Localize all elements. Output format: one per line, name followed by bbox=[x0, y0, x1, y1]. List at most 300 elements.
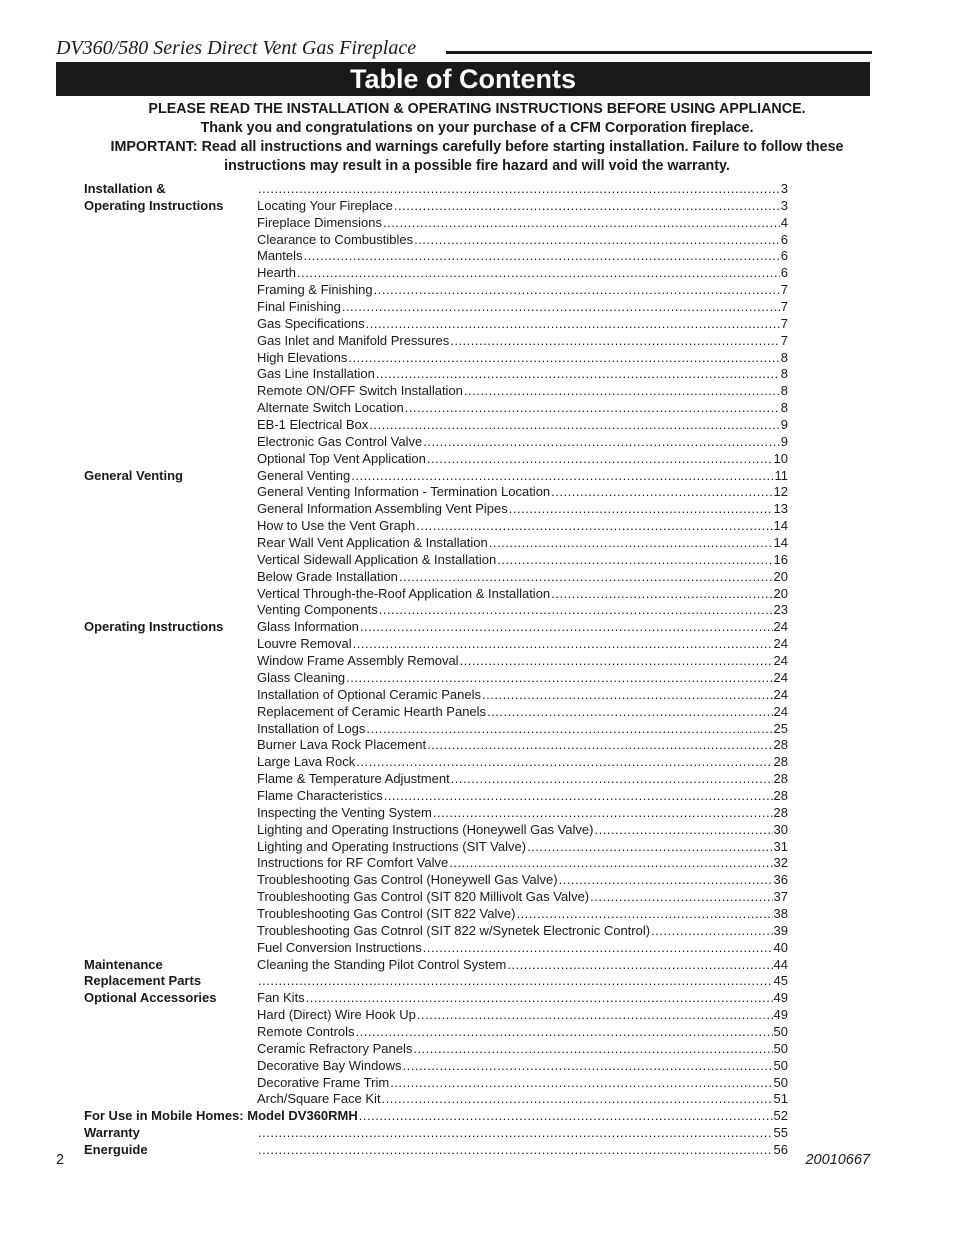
toc-entry[interactable] bbox=[257, 417, 788, 434]
dot-leader bbox=[551, 484, 772, 501]
toc-entry-title: Glass Information bbox=[257, 619, 359, 635]
dot-leader bbox=[258, 1142, 773, 1159]
dot-leader bbox=[413, 1041, 772, 1058]
toc-entry[interactable] bbox=[257, 855, 788, 872]
toc-row bbox=[84, 232, 788, 249]
toc-entry-title: How to Use the Vent Graph bbox=[257, 518, 416, 534]
toc-entry-title: Locating Your Fireplace bbox=[257, 197, 393, 213]
dot-leader bbox=[258, 973, 773, 990]
notice-block bbox=[40, 100, 914, 176]
dot-leader bbox=[384, 788, 773, 805]
toc-row bbox=[84, 282, 788, 299]
toc-entry-page: 28 bbox=[773, 804, 788, 820]
dot-leader bbox=[423, 940, 773, 957]
toc-entry[interactable] bbox=[257, 535, 788, 552]
toc-entry-page: 9 bbox=[780, 417, 788, 433]
toc-row bbox=[84, 451, 788, 468]
toc-row bbox=[84, 619, 788, 636]
toc-row bbox=[84, 299, 788, 316]
toc-entry-page: 24 bbox=[773, 653, 788, 669]
toc-row bbox=[84, 350, 788, 367]
toc-entry-page: 6 bbox=[780, 265, 788, 281]
toc-entry[interactable] bbox=[257, 1142, 788, 1159]
toc-entry-page: 38 bbox=[773, 905, 788, 921]
toc-entry[interactable] bbox=[257, 198, 788, 215]
toc-entry-title: Installation of Optional Ceramic Panels bbox=[257, 686, 482, 702]
dot-leader bbox=[595, 822, 773, 839]
toc-row bbox=[84, 417, 788, 434]
toc-entry[interactable] bbox=[257, 400, 788, 417]
toc-row bbox=[84, 1024, 788, 1041]
toc-entry-page: 6 bbox=[780, 248, 788, 264]
notice-line: instructions may result in a possible fire hazard and will void the warranty. bbox=[224, 158, 730, 174]
toc-row bbox=[84, 855, 788, 872]
toc-entry[interactable] bbox=[257, 518, 788, 535]
toc-entry-page: 8 bbox=[780, 383, 788, 399]
toc-entry-page: 56 bbox=[773, 1141, 788, 1157]
toc-row bbox=[84, 990, 788, 1007]
toc-row bbox=[84, 468, 788, 485]
dot-leader bbox=[403, 1058, 773, 1075]
toc-entry[interactable] bbox=[257, 957, 788, 974]
toc-entry-title: Large Lava Rock bbox=[257, 754, 356, 770]
toc-entry[interactable] bbox=[257, 215, 788, 232]
toc-row bbox=[84, 265, 788, 282]
toc-list bbox=[84, 181, 788, 1159]
toc-entry-title: Replacement of Ceramic Hearth Panels bbox=[257, 703, 487, 719]
toc-entry-title: Troubleshooting Gas Control (SIT 822 Valve) bbox=[257, 905, 516, 921]
toc-row bbox=[84, 484, 788, 501]
toc-entry-title: Ceramic Refractory Panels bbox=[257, 1040, 413, 1056]
toc-entry[interactable] bbox=[257, 316, 788, 333]
toc-entry-title: Remote Controls bbox=[257, 1023, 355, 1039]
page-number: 2 bbox=[56, 1152, 65, 1168]
toc-entry-page: 16 bbox=[773, 551, 788, 567]
toc-entry-title: General Information Assembling Vent Pipes bbox=[257, 501, 508, 517]
toc-entry[interactable] bbox=[257, 1041, 788, 1058]
toc-entry[interactable] bbox=[257, 333, 788, 350]
toc-entry-title: High Elevations bbox=[257, 349, 348, 365]
notice-line: PLEASE READ THE INSTALLATION & OPERATING INSTRUCTIONS BEFORE USING APPLIANCE. bbox=[148, 101, 806, 117]
toc-entry[interactable] bbox=[257, 822, 788, 839]
toc-row bbox=[84, 1041, 788, 1058]
toc-entry-title: Burner Lava Rock Placement bbox=[257, 737, 427, 753]
toc-entry-page: 50 bbox=[773, 1057, 788, 1073]
toc-entry-page: 10 bbox=[773, 450, 788, 466]
toc-entry-title: EB-1 Electrical Box bbox=[257, 417, 369, 433]
toc-entry-title: Fuel Conversion Instructions bbox=[257, 939, 422, 955]
toc-entry[interactable] bbox=[257, 653, 788, 670]
toc-entry-title: Inspecting the Venting System bbox=[257, 804, 432, 820]
dot-leader bbox=[509, 501, 773, 518]
toc-section-label: Energuide bbox=[84, 1141, 148, 1157]
toc-entry[interactable] bbox=[257, 839, 788, 856]
toc-entry-page: 13 bbox=[773, 501, 788, 517]
toc-entry-page: 50 bbox=[773, 1040, 788, 1056]
toc-entry-title: Final Finishing bbox=[257, 299, 341, 315]
toc-row bbox=[84, 215, 788, 232]
toc-section-label: Maintenance bbox=[84, 956, 163, 972]
dot-leader bbox=[590, 889, 772, 906]
toc-entry-title: Hearth bbox=[257, 265, 297, 281]
toc-entry[interactable] bbox=[257, 889, 788, 906]
toc-row bbox=[84, 889, 788, 906]
toc-entry-page: 9 bbox=[780, 433, 788, 449]
toc-entry[interactable] bbox=[257, 737, 788, 754]
toc-entry[interactable] bbox=[257, 805, 788, 822]
toc-entry[interactable] bbox=[257, 1075, 788, 1092]
toc-row bbox=[84, 1091, 788, 1108]
toc-section-label: Operating Instructions bbox=[84, 619, 224, 635]
toc-entry[interactable] bbox=[257, 1007, 788, 1024]
toc-entry[interactable] bbox=[257, 788, 788, 805]
toc-entry-title: Troubleshooting Gas Control (Honeywell Gas Valve) bbox=[257, 872, 558, 888]
toc-entry-title: Venting Components bbox=[257, 602, 378, 618]
toc-row bbox=[84, 552, 788, 569]
toc-entry[interactable] bbox=[257, 1058, 788, 1075]
toc-row bbox=[84, 822, 788, 839]
toc-entry[interactable] bbox=[257, 282, 788, 299]
toc-entry[interactable] bbox=[257, 771, 788, 788]
toc-entry[interactable] bbox=[257, 1024, 788, 1041]
toc-entry-page: 8 bbox=[780, 400, 788, 416]
dot-leader bbox=[353, 636, 773, 653]
toc-entry[interactable] bbox=[257, 721, 788, 738]
dot-leader bbox=[451, 771, 773, 788]
toc-entry-page: 12 bbox=[773, 484, 788, 500]
toc-entry[interactable] bbox=[257, 232, 788, 249]
toc-section-label: Installation & bbox=[84, 181, 166, 196]
toc-entry[interactable] bbox=[257, 484, 788, 501]
toc-entry[interactable] bbox=[257, 265, 788, 282]
toc-entry-title: Lighting and Operating Instructions (SIT Valve) bbox=[257, 838, 527, 854]
toc-section-label: Operating Instructions bbox=[84, 197, 224, 213]
toc-entry-page: 8 bbox=[780, 349, 788, 365]
toc-entry[interactable] bbox=[257, 619, 788, 636]
dot-leader bbox=[356, 1024, 773, 1041]
dot-leader bbox=[449, 855, 772, 872]
dot-leader bbox=[651, 923, 772, 940]
toc-entry-page: 50 bbox=[773, 1074, 788, 1090]
document-header bbox=[56, 36, 872, 60]
toc-entry[interactable] bbox=[257, 636, 788, 653]
toc-entry-page: 20 bbox=[773, 585, 788, 601]
dot-leader bbox=[527, 839, 772, 856]
dot-leader bbox=[427, 451, 773, 468]
toc-row bbox=[84, 721, 788, 738]
toc-entry-page: 24 bbox=[773, 686, 788, 702]
dot-leader bbox=[360, 619, 773, 636]
toc-row bbox=[84, 805, 788, 822]
document-number: 20010667 bbox=[805, 1152, 870, 1168]
toc-entry-page: 28 bbox=[773, 771, 788, 787]
toc-entry[interactable] bbox=[257, 872, 788, 889]
dot-leader bbox=[450, 333, 780, 350]
toc-entry-title: Cleaning the Standing Pilot Control System bbox=[257, 956, 507, 972]
toc-entry[interactable] bbox=[257, 670, 788, 687]
toc-entry[interactable] bbox=[257, 990, 788, 1007]
toc-entry-page: 7 bbox=[780, 315, 788, 331]
dot-leader bbox=[394, 198, 780, 215]
toc-entry-page: 7 bbox=[780, 332, 788, 348]
toc-row bbox=[84, 501, 788, 518]
toc-entry-page: 51 bbox=[773, 1091, 788, 1107]
dot-leader bbox=[464, 383, 780, 400]
toc-entry-page: 24 bbox=[773, 703, 788, 719]
toc-entry-title: Mantels bbox=[257, 248, 303, 264]
toc-entry-title: Flame Characteristics bbox=[257, 787, 383, 803]
dot-leader bbox=[399, 569, 773, 586]
toc-row bbox=[84, 181, 788, 198]
toc-entry-title: Decorative Bay Windows bbox=[257, 1057, 402, 1073]
toc-entry[interactable] bbox=[257, 1125, 788, 1142]
toc-entry[interactable] bbox=[257, 923, 788, 940]
toc-entry-title: Gas Line Installation bbox=[257, 366, 375, 382]
toc-entry[interactable] bbox=[257, 906, 788, 923]
notice-line: IMPORTANT: Read all instructions and warnings carefully before starting installation. Failure to follow these bbox=[110, 139, 844, 155]
toc-entry[interactable] bbox=[257, 451, 788, 468]
toc-entry[interactable] bbox=[84, 1108, 788, 1125]
toc-row bbox=[84, 400, 788, 417]
dot-leader bbox=[351, 468, 773, 485]
toc-row bbox=[84, 1075, 788, 1092]
toc-entry-title: Optional Top Vent Application bbox=[257, 450, 426, 466]
toc-row bbox=[84, 653, 788, 670]
toc-entry-title: Gas Specifications bbox=[257, 315, 365, 331]
toc-banner: Table of Contents bbox=[56, 62, 870, 96]
toc-entry-title: General Venting Information - Termination Location bbox=[257, 484, 551, 500]
toc-row bbox=[84, 872, 788, 889]
toc-entry-title: Arch/Square Face Kit bbox=[257, 1091, 381, 1107]
dot-leader bbox=[559, 872, 773, 889]
toc-row bbox=[84, 366, 788, 383]
dot-leader bbox=[356, 754, 772, 771]
toc-row bbox=[84, 434, 788, 451]
toc-entry-page: 39 bbox=[773, 922, 788, 938]
toc-entry-page: 3 bbox=[780, 181, 788, 196]
dot-leader bbox=[433, 805, 773, 822]
toc-entry-title: Vertical Sidewall Application & Installation bbox=[257, 551, 497, 567]
dot-leader bbox=[414, 232, 780, 249]
toc-entry-title: Window Frame Assembly Removal bbox=[257, 653, 459, 669]
toc-entry-page: 31 bbox=[773, 838, 788, 854]
toc-entry-page: 49 bbox=[773, 1007, 788, 1023]
dot-leader bbox=[304, 248, 780, 265]
dot-leader bbox=[342, 299, 780, 316]
toc-entry[interactable] bbox=[257, 602, 788, 619]
dot-leader bbox=[374, 282, 780, 299]
toc-row bbox=[84, 687, 788, 704]
toc-entry-page: 44 bbox=[773, 956, 788, 972]
dot-leader bbox=[379, 602, 773, 619]
toc-row bbox=[84, 839, 788, 856]
toc-row bbox=[84, 569, 788, 586]
dot-leader bbox=[507, 957, 772, 974]
toc-entry[interactable] bbox=[257, 569, 788, 586]
toc-entry-page: 55 bbox=[773, 1125, 788, 1141]
toc-row bbox=[84, 383, 788, 400]
toc-entry-page: 8 bbox=[780, 366, 788, 382]
toc-entry-page: 28 bbox=[773, 754, 788, 770]
toc-entry-page: 14 bbox=[773, 535, 788, 551]
toc-entry-page: 11 bbox=[774, 467, 788, 483]
toc-entry-page: 25 bbox=[773, 720, 788, 736]
toc-entry[interactable] bbox=[257, 501, 788, 518]
toc-row bbox=[84, 518, 788, 535]
toc-entry[interactable] bbox=[257, 366, 788, 383]
dot-leader bbox=[405, 400, 780, 417]
toc-entry-title: Below Grade Installation bbox=[257, 568, 398, 584]
toc-entry-title: Flame & Temperature Adjustment bbox=[257, 771, 450, 787]
dot-leader bbox=[497, 552, 772, 569]
toc-row bbox=[84, 248, 788, 265]
toc-entry[interactable] bbox=[257, 687, 788, 704]
toc-entry[interactable] bbox=[257, 754, 788, 771]
toc-row bbox=[84, 923, 788, 940]
dot-leader bbox=[258, 1125, 773, 1142]
dot-leader bbox=[416, 518, 772, 535]
toc-row bbox=[84, 333, 788, 350]
toc-entry[interactable] bbox=[257, 940, 788, 957]
toc-entry-title: Vertical Through-the-Roof Application & Installation bbox=[257, 585, 551, 601]
toc-row bbox=[84, 535, 788, 552]
toc-entry-page: 20 bbox=[773, 568, 788, 584]
header-rule bbox=[446, 51, 872, 54]
toc-row bbox=[84, 1125, 788, 1142]
toc-entry[interactable] bbox=[257, 704, 788, 721]
toc-row bbox=[84, 940, 788, 957]
toc-row bbox=[84, 754, 788, 771]
toc-section-label: Optional Accessories bbox=[84, 990, 217, 1006]
toc-entry-title: Decorative Frame Trim bbox=[257, 1074, 390, 1090]
dot-leader bbox=[460, 653, 773, 670]
toc-entry-title: Electronic Gas Control Valve bbox=[257, 433, 423, 449]
toc-row bbox=[84, 771, 788, 788]
toc-entry-page: 30 bbox=[773, 821, 788, 837]
toc-row bbox=[84, 957, 788, 974]
dot-leader bbox=[366, 721, 772, 738]
toc-entry-title: Troubleshooting Gas Control (SIT 820 Millivolt Gas Valve) bbox=[257, 889, 590, 905]
dot-leader bbox=[390, 1075, 772, 1092]
toc-section-label: Replacement Parts bbox=[84, 973, 202, 989]
toc-row bbox=[84, 737, 788, 754]
toc-row bbox=[84, 1007, 788, 1024]
toc-entry[interactable] bbox=[257, 468, 788, 485]
dot-leader bbox=[306, 990, 773, 1007]
toc-row bbox=[84, 704, 788, 721]
toc-entry-page: 32 bbox=[773, 855, 788, 871]
toc-entry-page: 4 bbox=[780, 214, 788, 230]
toc-entry-page: 3 bbox=[780, 197, 788, 213]
notice-line: Thank you and congratulations on your purchase of a CFM Corporation fireplace. bbox=[200, 120, 754, 136]
toc-row bbox=[84, 1142, 788, 1159]
dot-leader bbox=[382, 1091, 773, 1108]
toc-row bbox=[84, 636, 788, 653]
dot-leader bbox=[366, 316, 780, 333]
toc-entry[interactable] bbox=[257, 1091, 788, 1108]
toc-entry-page: 45 bbox=[773, 973, 788, 989]
toc-row bbox=[84, 1058, 788, 1075]
toc-entry-title: Glass Cleaning bbox=[257, 669, 346, 685]
dot-leader bbox=[427, 737, 772, 754]
toc-entry-page: 50 bbox=[773, 1023, 788, 1039]
toc-entry-page: 6 bbox=[780, 231, 788, 247]
dot-leader bbox=[551, 586, 772, 603]
toc-entry-page: 7 bbox=[780, 282, 788, 298]
toc-entry-title: Alternate Switch Location bbox=[257, 400, 404, 416]
toc-entry[interactable] bbox=[257, 181, 788, 198]
toc-entry-page: 28 bbox=[773, 737, 788, 753]
dot-leader bbox=[516, 906, 772, 923]
toc-entry-page: 40 bbox=[773, 939, 788, 955]
toc-entry-title: Clearance to Combustibles bbox=[257, 231, 414, 247]
toc-entry-title: For Use in Mobile Homes: Model DV360RMH bbox=[84, 1108, 358, 1124]
toc-row bbox=[84, 316, 788, 333]
dot-leader bbox=[376, 366, 780, 383]
toc-entry-title: Installation of Logs bbox=[257, 720, 366, 736]
toc-entry-page: 24 bbox=[773, 636, 788, 652]
toc-entry[interactable] bbox=[257, 434, 788, 451]
toc-entry-title: Troubleshooting Gas Cotnrol (SIT 822 w/Synetek Electronic Control) bbox=[257, 922, 651, 938]
toc-section-label: General Venting bbox=[84, 467, 183, 483]
toc-entry-title: Lighting and Operating Instructions (Honeywell Gas Valve) bbox=[257, 821, 594, 837]
toc-entry-title: Remote ON/OFF Switch Installation bbox=[257, 383, 463, 399]
toc-entry-page: 24 bbox=[773, 669, 788, 685]
toc-row bbox=[84, 198, 788, 215]
toc-entry[interactable] bbox=[257, 350, 788, 367]
toc-entry-page: 24 bbox=[773, 619, 788, 635]
dot-leader bbox=[348, 350, 779, 367]
dot-leader bbox=[487, 704, 772, 721]
toc-entry-page: 36 bbox=[773, 872, 788, 888]
toc-entry[interactable] bbox=[257, 586, 788, 603]
toc-entry-title: Gas Inlet and Manifold Pressures bbox=[257, 332, 450, 348]
dot-leader bbox=[417, 1007, 773, 1024]
toc-entry[interactable] bbox=[257, 248, 788, 265]
toc-entry-page: 28 bbox=[773, 787, 788, 803]
toc-entry-title: Hard (Direct) Wire Hook Up bbox=[257, 1007, 416, 1023]
toc-entry-page: 49 bbox=[773, 990, 788, 1006]
toc-row bbox=[84, 1108, 788, 1125]
toc-entry[interactable] bbox=[257, 552, 788, 569]
toc-row bbox=[84, 670, 788, 687]
dot-leader bbox=[258, 181, 780, 198]
toc-row bbox=[84, 973, 788, 990]
toc-entry-title: Fireplace Dimensions bbox=[257, 214, 382, 230]
toc-row bbox=[84, 906, 788, 923]
dot-leader bbox=[383, 215, 780, 232]
toc-entry-title: Instructions for RF Comfort Valve bbox=[257, 855, 449, 871]
toc-entry[interactable] bbox=[257, 973, 788, 990]
toc-entry[interactable] bbox=[257, 383, 788, 400]
toc-entry-page: 37 bbox=[773, 889, 788, 905]
toc-entry-title: General Venting bbox=[257, 467, 351, 483]
dot-leader bbox=[489, 535, 773, 552]
toc-entry-page: 14 bbox=[773, 518, 788, 534]
toc-entry-title: Louvre Removal bbox=[257, 636, 352, 652]
toc-entry-page: 7 bbox=[780, 299, 788, 315]
dot-leader bbox=[359, 1108, 773, 1125]
toc-entry-title: Fan Kits bbox=[257, 990, 305, 1006]
dot-leader bbox=[423, 434, 780, 451]
toc-row bbox=[84, 586, 788, 603]
toc-entry-page: 23 bbox=[773, 602, 788, 618]
toc-entry-title: Framing & Finishing bbox=[257, 282, 373, 298]
toc-entry-title: Rear Wall Vent Application & Installation bbox=[257, 535, 488, 551]
toc-row bbox=[84, 788, 788, 805]
series-title: DV360/580 Series Direct Vent Gas Fireplace bbox=[56, 37, 417, 59]
toc-entry[interactable] bbox=[257, 299, 788, 316]
